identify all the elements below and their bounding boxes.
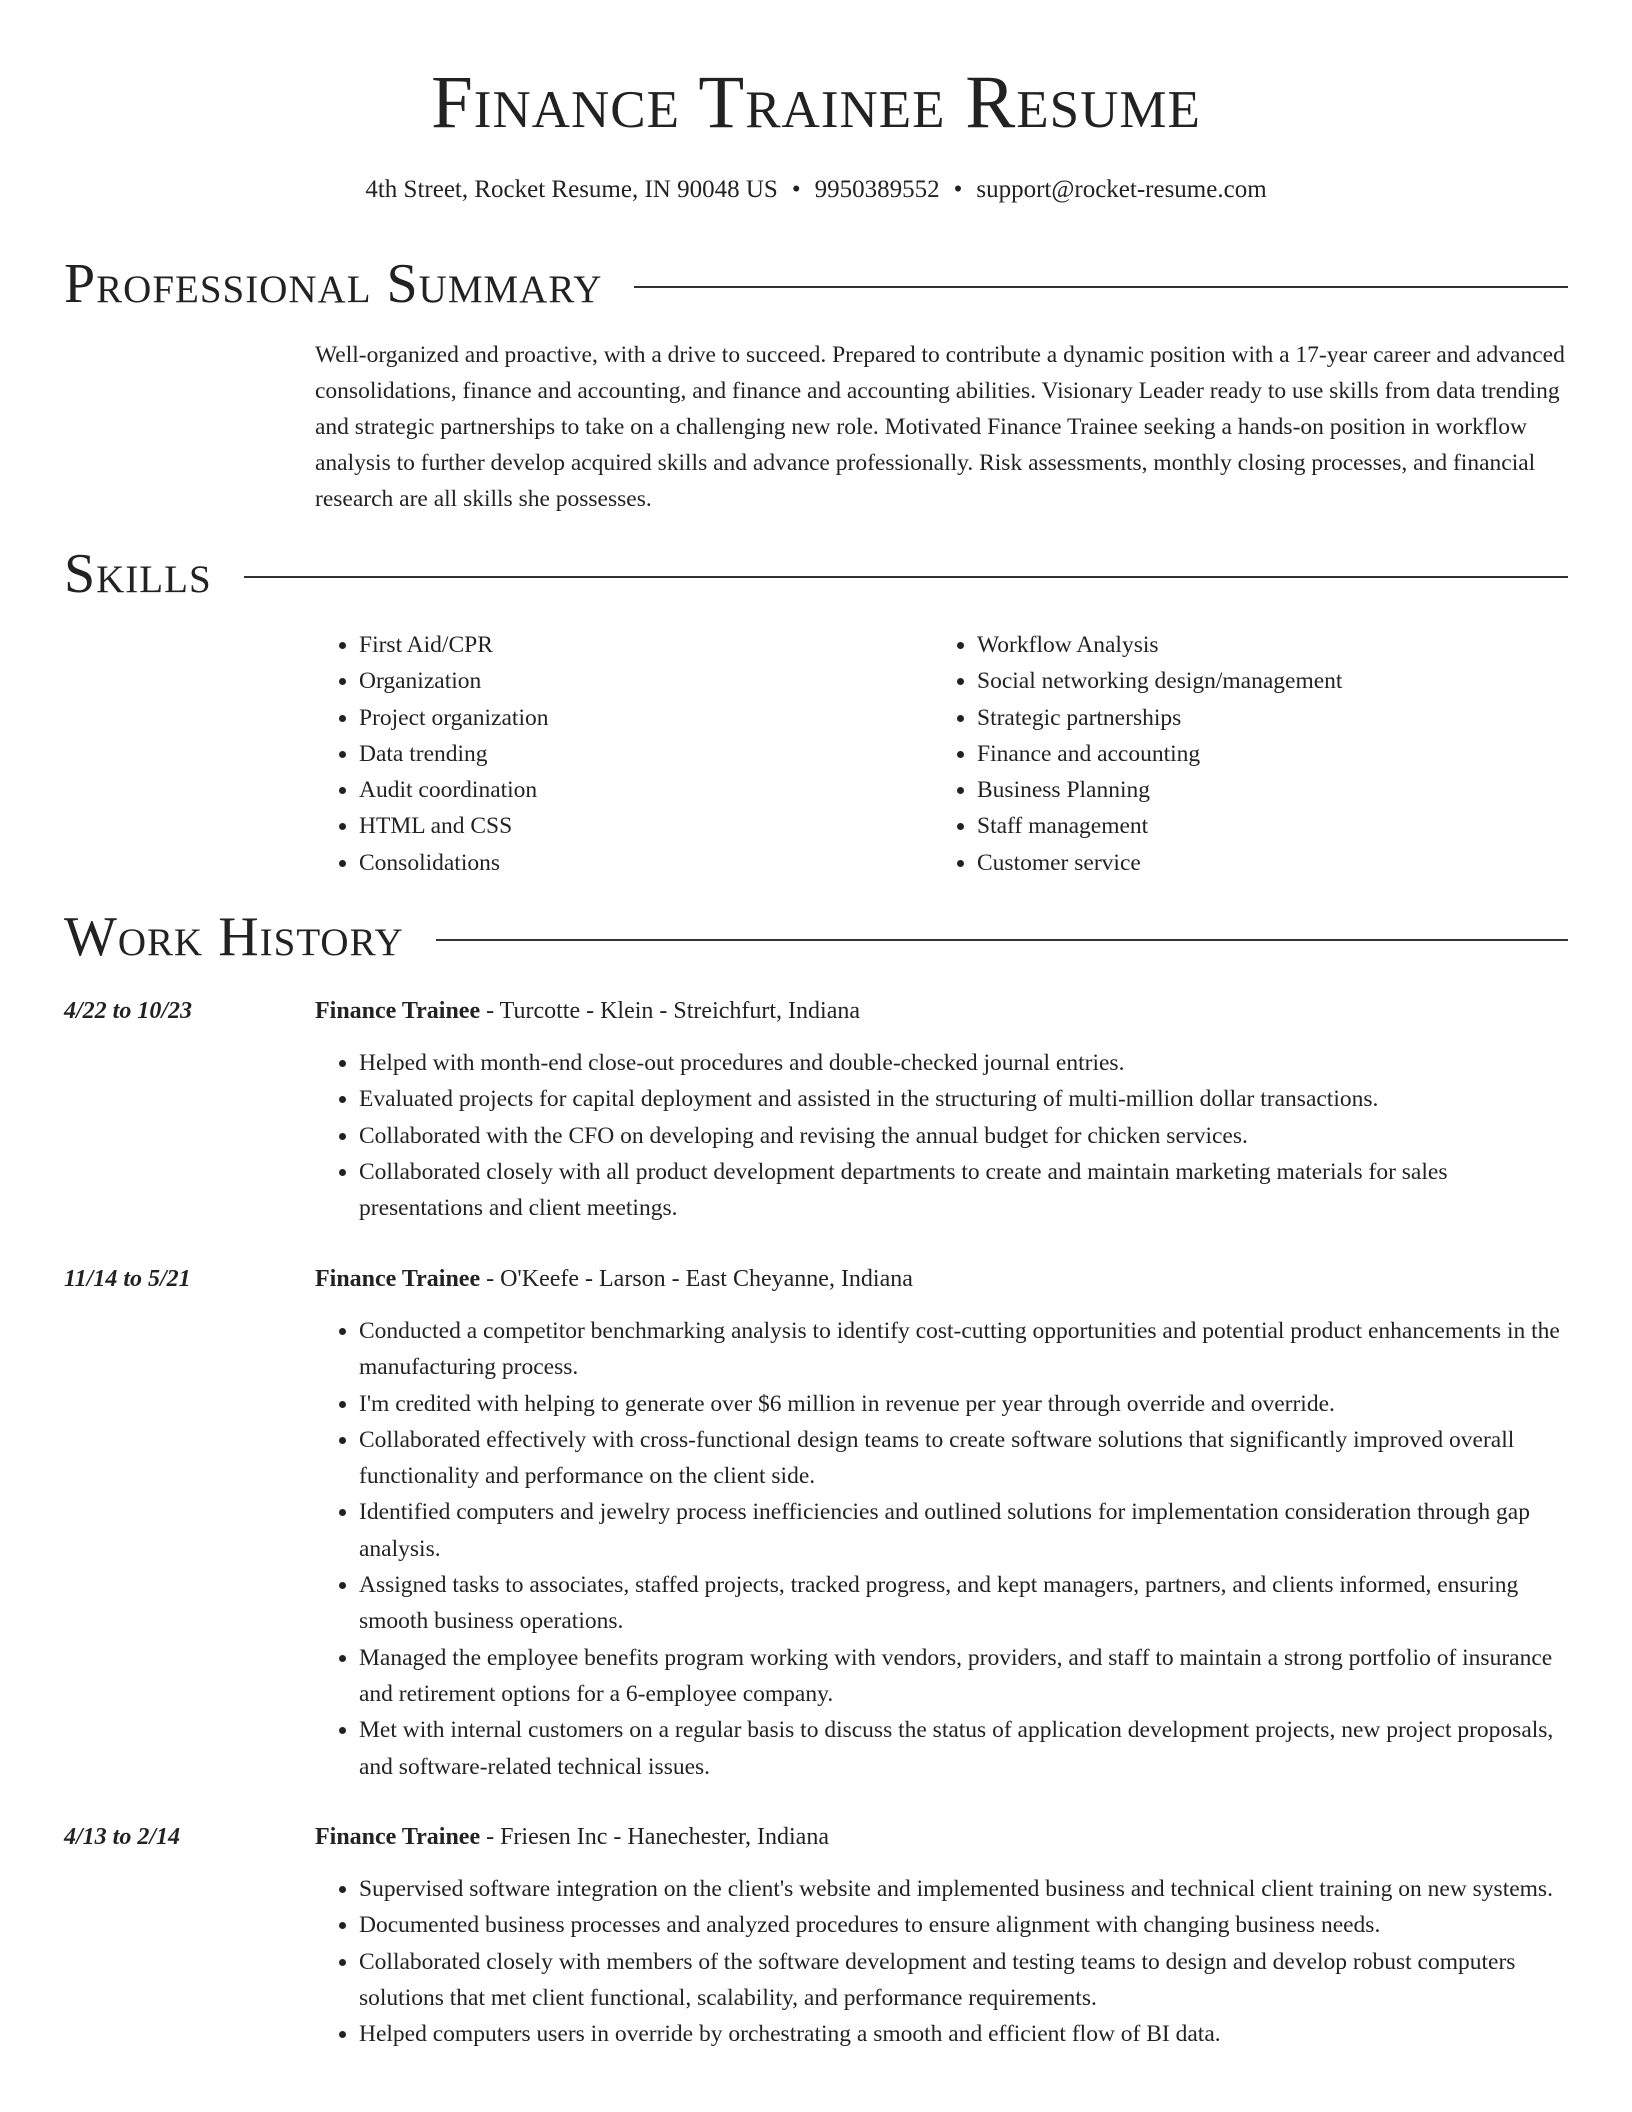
- job-employer: - Friesen Inc - Hanechester, Indiana: [480, 1824, 829, 1850]
- job-bullet: • Documented business processes and analyzed procedures to ensure alignment with changing business needs.: [359, 1907, 1568, 1943]
- job-bullet: • Managed the employee benefits program working with vendors, providers, and staff to maintain a strong portfolio of insurance and retirement options for a 6-employee company.: [359, 1640, 1568, 1713]
- contact-phone: 9950389552: [814, 176, 940, 203]
- skills-list-left: [315, 627, 933, 881]
- summary-heading: Professional Summary: [64, 253, 603, 315]
- job-bullet: • Collaborated closely with members of the software development and testing teams to design and develop robust computers solutions that met client functional, scalability, and performance requirements.: [359, 1944, 1568, 2017]
- job-employer: - Turcotte - Klein - Streichfurt, Indiana: [480, 998, 861, 1024]
- job-headline: [315, 1819, 829, 1855]
- job-employer: - O'Keefe - Larson - East Cheyanne, Indiana: [480, 1266, 913, 1292]
- job-bullets: [315, 1871, 1568, 2052]
- skills-columns: [315, 627, 1568, 881]
- skill-item: • First Aid/CPR: [359, 627, 933, 663]
- section-divider: [244, 576, 1568, 578]
- skills-heading: Skills: [64, 543, 212, 605]
- summary-section-header: [64, 252, 1568, 316]
- job-bullet: • Supervised software integration on the client's website and implemented business and technical client training on new systems.: [359, 1871, 1568, 1907]
- skill-item: • Data trending: [359, 736, 933, 772]
- job-bullets: [315, 1045, 1568, 1226]
- job-dates: 11/14 to 5/21: [64, 1266, 191, 1292]
- skill-item: • Workflow Analysis: [977, 627, 1551, 663]
- job-bullet: • Assigned tasks to associates, staffed projects, tracked progress, and kept managers, partners, and clients informed, ensuring smooth business operations.: [359, 1567, 1568, 1640]
- skill-item: • Audit coordination: [359, 772, 933, 808]
- job-bullet: • Conducted a competitor benchmarking analysis to identify cost-cutting opportunities and potential product enhancements in the manufacturing process.: [359, 1313, 1568, 1386]
- skill-item: • Project organization: [359, 700, 933, 736]
- section-divider: [436, 939, 1568, 941]
- contact-separator: •: [791, 176, 801, 203]
- job-bullet: • Helped computers users in override by orchestrating a smooth and efficient flow of BI data.: [359, 2016, 1568, 2052]
- job-bullet: • Collaborated effectively with cross-functional design teams to create software solutions that significantly improved overall functionality and performance on the client side.: [359, 1422, 1568, 1495]
- work-section-header: [64, 905, 1568, 969]
- skill-item: • Customer service: [977, 845, 1551, 881]
- skill-item: • Consolidations: [359, 845, 933, 881]
- skill-item: • Organization: [359, 663, 933, 699]
- job-bullets: [315, 1313, 1568, 1785]
- skill-item: • Finance and accounting: [977, 736, 1551, 772]
- skill-item: • Staff management: [977, 808, 1551, 844]
- skills-section-header: [64, 542, 1568, 606]
- job-bullet: • Met with internal customers on a regular basis to discuss the status of application development projects, new project proposals, and software-related technical issues.: [359, 1712, 1568, 1785]
- job-dates: 4/13 to 2/14: [64, 1824, 181, 1850]
- skill-item: • HTML and CSS: [359, 808, 933, 844]
- work-heading: Work History: [64, 906, 404, 968]
- summary-text: Well-organized and proactive, with a drive to succeed. Prepared to contribute a dynamic position with a 17-year career and advanced consolidations, finance and accounting, and finance and accounting abilities. Visionary Leader ready to use skills from data trending and strategic partnerships to take on a challenging new role. Motivated Finance Trainee seeking a hands-on position in workflow analysis to further develop acquired skills and advance professionally. Risk assessments, monthly closing processes, and financial research are all skills she possesses.: [315, 342, 1565, 512]
- contact-email: support@rocket-resume.com: [976, 176, 1267, 203]
- skills-list-right: [933, 627, 1551, 881]
- skill-item: • Strategic partnerships: [977, 700, 1551, 736]
- section-divider: [634, 286, 1568, 288]
- skill-item: • Social networking design/management: [977, 663, 1551, 699]
- job-title: Finance Trainee: [315, 998, 481, 1024]
- job-title: Finance Trainee: [315, 1266, 481, 1292]
- job-dates: 4/22 to 10/23: [64, 998, 193, 1024]
- job-bullet: • Helped with month-end close-out procedures and double-checked journal entries.: [359, 1045, 1568, 1081]
- job-bullet: • I'm credited with helping to generate over $6 million in revenue per year through override and override.: [359, 1386, 1568, 1422]
- job-bullet: • Evaluated projects for capital deployment and assisted in the structuring of multi-million dollar transactions.: [359, 1081, 1568, 1117]
- job-headline: [315, 1261, 913, 1297]
- contact-address: 4th Street, Rocket Resume, IN 90048 US: [365, 176, 778, 203]
- skill-item: • Business Planning: [977, 772, 1551, 808]
- job-bullet: • Collaborated closely with all product development departments to create and maintain marketing materials for sales presentations and client meetings.: [359, 1154, 1568, 1227]
- job-bullet: • Collaborated with the CFO on developing and revising the annual budget for chicken services.: [359, 1118, 1568, 1154]
- job-title: Finance Trainee: [315, 1824, 481, 1850]
- job-bullet: • Identified computers and jewelry process inefficiencies and outlined solutions for implementation consideration through gap analysis.: [359, 1494, 1568, 1567]
- job-headline: [315, 993, 860, 1029]
- contact-line: [0, 173, 1632, 207]
- contact-separator: •: [953, 176, 963, 203]
- resume-title: Finance Trainee Resume: [431, 61, 1201, 144]
